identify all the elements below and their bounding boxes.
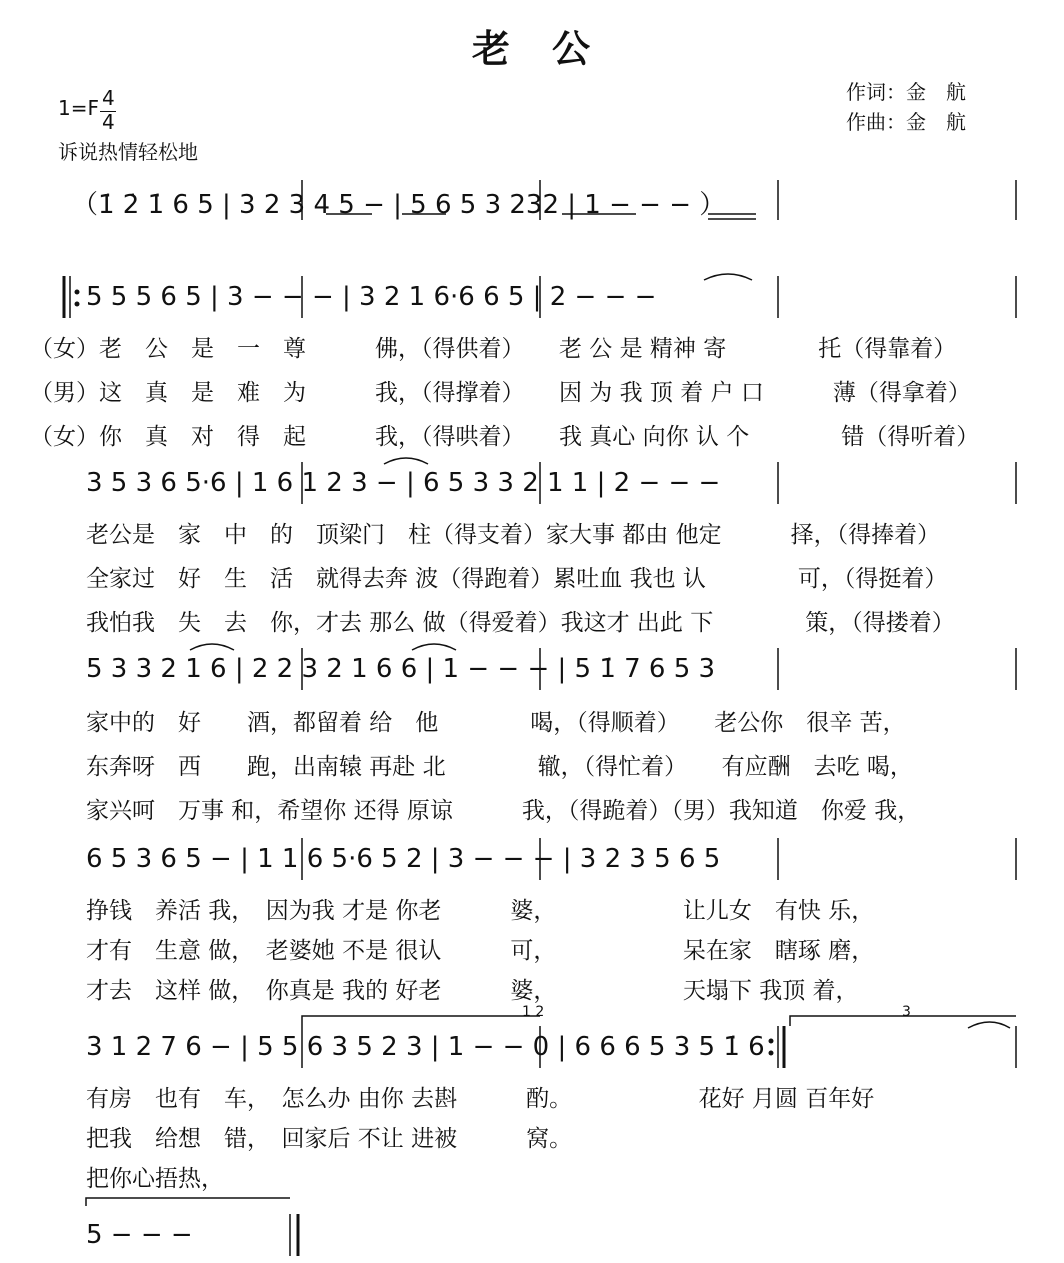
lyric-system-5-line-2: 才有 生意 做， 老婆她 不是 很认 可， 呆在家 瞎琢 磨，: [86, 938, 875, 964]
lyricist-credit: 作词：金 航: [846, 80, 966, 104]
volta-label-3: 3: [902, 1004, 911, 1020]
notes-system-6: 3 1 2 7 6 − | 5 5 6 3 5 2 3 | 1 − − 0 | 6 6 6 5 3 5 1̇ 6: [86, 1032, 765, 1062]
lyric-system-3-line-1: 老公是 家 中 的 顶梁门 柱（得支着）家大事 都由 他定 择，（得捧着）: [86, 522, 941, 548]
lyric-system-6-line-3: 把你心捂热，: [86, 1166, 224, 1192]
lyric-system-4-line-2: 东奔呀 西 跑，出南辕 再赴 北 辙，（得忙着） 有应酬 去吃 喝，: [86, 754, 913, 780]
notes-system-5: 6 5 3 6 5 − | 1 1 6 5·6 5 2 | 3 − − − | 3 2 3 5 6 5: [86, 844, 721, 874]
lyric-system-6-line-2: 把我 给想 错， 回家后 不让 进被 窝。: [86, 1126, 573, 1152]
tempo-marking: 诉说热情轻松地: [58, 140, 198, 164]
lyric-system-6-line-1: 有房 也有 车， 怎么办 由你 去斟 酌。 花好 月圆 百年好: [86, 1086, 875, 1112]
lyric-system-4-line-3: 家兴呵 万事 和，希望你 还得 原谅 我，（得跪着）（男）我知道 你爱 我，: [86, 798, 921, 824]
notes-system-7: 5 − − −: [86, 1220, 193, 1250]
notes-system-3: 3 5 3 6 5·6 | 1 6 1 2 3 − | 6 5 3 3 2 1 1 | 2 − − −: [86, 468, 721, 498]
time-signature-bottom: 4: [102, 110, 115, 134]
lyric-system-5-line-3: 才去 这样 做， 你真是 我的 好老 婆， 天塌下 我顶 着，: [86, 978, 859, 1004]
lyric-system-2-line-2: （男）这 真 是 难 为 我，（得撑着） 因 为 我 顶 着 户 口 薄（得拿着）: [30, 380, 971, 406]
lyric-system-2-line-3: （女）你 真 对 得 起 我，（得哄着） 我 真心 向你 认 个 错（得听着）: [30, 424, 980, 450]
time-signature-top: 4: [102, 86, 115, 110]
lyric-system-4-line-1: 家中的 好 酒，都留着 给 他 喝，（得顺着） 老公你 很辛 苦，: [86, 710, 906, 736]
key-signature: 1=F: [58, 96, 99, 120]
composer-credit: 作曲：金 航: [846, 110, 966, 134]
lyric-system-5-line-1: 挣钱 养活 我， 因为我 才是 你老 婆， 让儿女 有快 乐，: [86, 898, 875, 924]
lyric-system-2-line-1: （女）老 公 是 一 尊 佛，（得供着） 老 公 是 精神 寄 托（得靠着）: [30, 336, 957, 362]
notes-system-2: 5 5 5 6 5 | 3 − − − | 3 2 1 6·6 6 5 | 2 − − −: [86, 282, 657, 312]
lyric-system-3-line-2: 全家过 好 生 活 就得去奔 波（得跑着）累吐血 我也 认 可，（得挺着）: [86, 566, 948, 592]
notes-system-4: 5 3 3 2 1 6 | 2 2 3 2 1 6 6 | 1 − − − | 5 1̇ 7 6 5 3: [86, 654, 716, 684]
volta-label-1-2: 1 2: [522, 1004, 545, 1020]
lyric-system-3-line-3: 我怕我 失 去 你，才去 那么 做（得爱着）我这才 出此 下 策，（得搂着）: [86, 610, 955, 636]
song-title: 老 公: [471, 27, 592, 71]
notes-system-1: （1̇ 2̇ 1̇ 6 5 | 3 2 3 4 5 − | 5 6 5 3 232 | 1 − − − ）: [72, 190, 726, 220]
